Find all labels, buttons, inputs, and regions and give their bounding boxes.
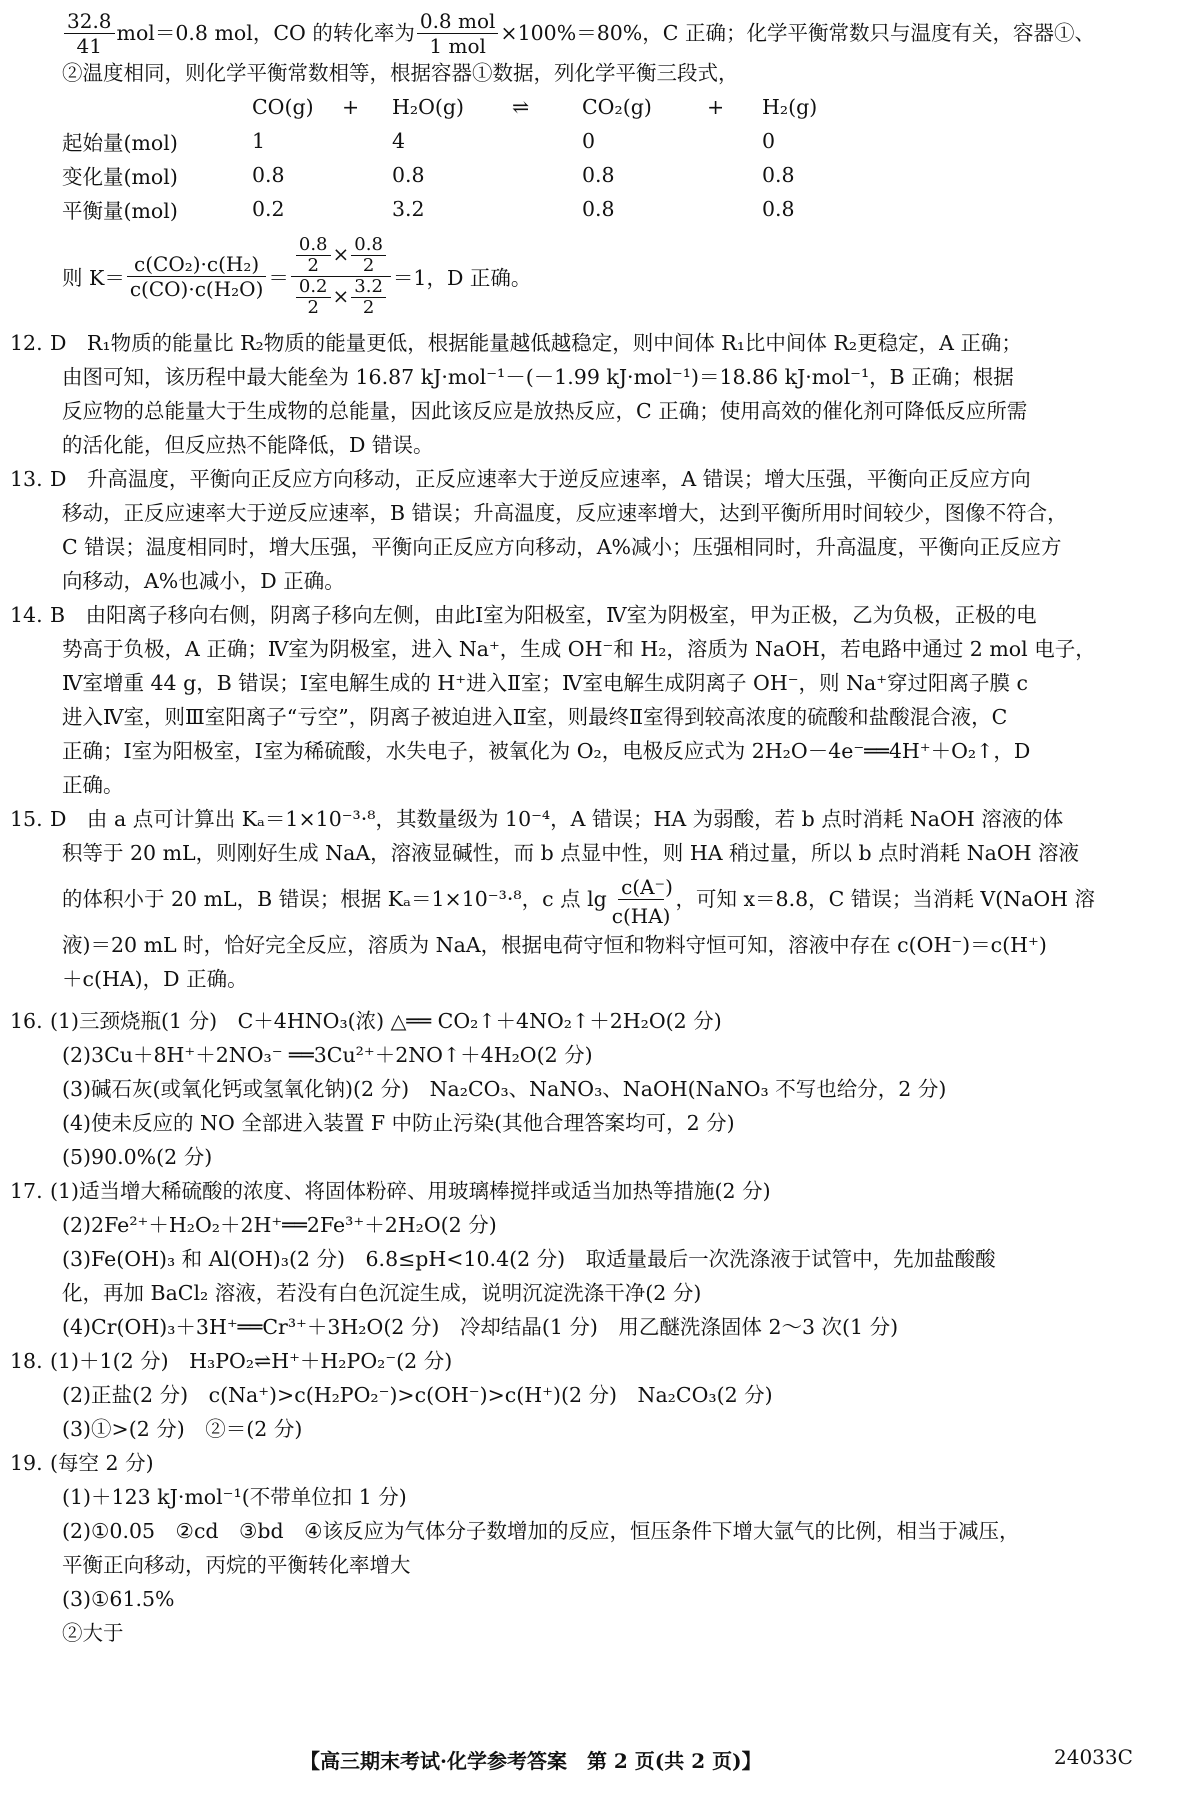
table-row: 变化量(mol) 0.8 0.8 0.8 0.8 [62,163,795,189]
answer-18: 18. (1)＋1(2 分) H₃PO₂⇌H⁺＋H₂PO₂⁻(2 分) (2)正盐(2 分) c(Na⁺)>c(H₂PO₂⁻)>c(OH⁻)>c(H⁺)(2 分) Na₂CO₃(2 分) (3)①>(2 分) ②＝(2 分) [10,1349,773,1441]
top-line-1: $\frac{32.8}{41}$ mol＝0.8 mol，CO 的转化率为 $\frac{\text{0.8 mol}}{\text{1 mol}}$ ×100%＝80%，C 正确；化学平衡常数只与温度有关，容器①、 [62,10,1172,56]
answer-19: 19. (每空 2 分) (1)＋123 kJ·mol⁻¹(不带单位扣 1 分) (2)①0.05 ②cd ③bd ④该反应为气体分子数增加的反应，恒压条件下增大氩气的比例，相当于减压， 平衡正向移动，丙烷的平衡转化率增大 (3)①61.5% ②大于 [10,1451,1020,1645]
k-expression-line: 则 K＝ $\frac{\text{c(CO₂)·c(H₂)}}{\text{c(CO)·c(H₂O)}}$ ＝ $\frac{0.8}{2}$ × $\frac{0.8}{2}$ $\frac{0.2}{2}$ × $\frac{3.2}{2}$ ＝1，D 正确。 [62,233,532,318]
answer-page [10,8,1172,1650]
fraction: $\frac{\text{0.8 mol}}{\text{1 mol}}$ [417,9,499,58]
answer-13: 13. D 升高温度，平衡向正反应方向移动，正反应速率大于逆反应速率，A 错误；增大压强，平衡向正反应方向 移动，正反应速率大于逆反应速率，B 错误；升高温度，反应速率增大，达到平衡所用时间较少，图像不符合， C 错误；温度相同时，增大压强，平衡向正反应方向移动，A%减小；压强相同时，升高温度，平衡向正反应方 向移动，A%也减小，D 正确。 [10,467,1068,593]
fraction: $\frac{32.8}{41}$ [64,9,115,58]
table-row: 平衡量(mol) 0.2 3.2 0.8 0.8 [62,197,795,223]
footer-code: 24033C [1054,1745,1133,1769]
fraction: $\frac{c(A^-)}{c(HA)}$ [611,875,673,928]
top-line-2: ②温度相同，则化学平衡常数相等，根据容器①数据，列化学平衡三段式， [62,61,739,85]
answer-17: 17. (1)适当增大稀硫酸的浓度、将固体粉碎、用玻璃棒搅拌或适当加热等措施(2 分) (2)2Fe²⁺＋H₂O₂＋2H⁺══2Fe³⁺＋2H₂O(2 分) (3)Fe(OH)₃ 和 Al(OH)₃(2 分) 6.8≤pH<10.4(2 分) 取适量最后一次洗涤液于试管中，先加盐酸酸 化，再加 BaCl₂ 溶液，若没有白色沉淀生成，说明沉淀洗涤干净(2 分) (4)Cr(OH)₃＋3H⁺══Cr³⁺＋3H₂O(2 分) 冷却结晶(1 分) 用乙醚洗涤固体 2～3 次(1 分) [10,1179,996,1339]
table-row: 起始量(mol) 1 4 0 0 [62,129,776,155]
table-header-row: CO(g) + H₂O(g) ⇌ CO₂(g) + H₂(g) [252,95,818,119]
answer-16: 16. (1)三颈烧瓶(1 分) C＋4HNO₃(浓) △══ CO₂↑＋4NO₂↑＋2H₂O(2 分) (2)3Cu＋8H⁺＋2NO₃⁻ ══3Cu²⁺＋2NO↑＋4H₂O(2 分) (3)碱石灰(或氧化钙或氢氧化钠)(2 分) Na₂CO₃、NaNO₃、NaOH(NaNO₃ 不写也给分，2 分) (4)使未反应的 NO 全部进入装置 F 中防止污染(其他合理答案均可，2 分) (5)90.0%(2 分) [10,1009,947,1169]
fraction: $\frac{0.8}{2}$ × $\frac{0.8}{2}$ $\frac{0.2}{2}$ × $\frac{3.2}{2}$ [291,235,391,318]
answer-15: 15. D 由 a 点可计算出 Kₐ＝1×10⁻³·⁸，其数量级为 10⁻⁴，A 错误；HA 为弱酸，若 b 点时消耗 NaOH 溶液的体 积等于 20 mL，则刚好生成 NaA，溶液显碱性，而 b 点显中性，则 HA 稍过量，所以 b 点时消耗 NaOH 溶液 的体积小于 20 mL，B 错误；根据 Kₐ＝1×10⁻³·⁸，c 点 lg $\frac{c(A^-)}{c(HA)}$ ，可知 x＝8.8，C 错误；当消耗 V(NaOH 溶 液)＝20 mL 时，恰好完全反应，溶质为 NaA，根据电荷守恒和物料守恒可知，溶液中存在 c(OH⁻)＝c(H⁺) ＋c(HA)，D 正确。 [10,807,1096,991]
footer-title: 【高三期末考试·化学参考答案 第 2 页(共 2 页)】 [300,1749,762,1773]
answer-12: 12. D R₁物质的能量比 R₂物质的能量更低，根据能量越低越稳定，则中间体 R₁比中间体 R₂更稳定，A 正确； 由图可知，该历程中最大能垒为 16.87 kJ·mol⁻¹－(－1.99 kJ·mol⁻¹)＝18.86 kJ·mol⁻¹，B 正确；根据 反应物的总能量大于生成物的总能量，因此该反应是放热反应，C 正确；使用高效的催化剂可降低反应所需 的活化能，但反应热不能降低，D 错误。 [10,331,1028,457]
fraction: $\frac{\text{c(CO₂)·c(H₂)}}{\text{c(CO)·c(H₂O)}}$ [127,252,267,301]
answer-14: 14. B 由阳离子移向右侧，阴离子移向左侧，由此Ⅰ室为阳极室，Ⅳ室为阴极室，甲为正极，乙为负极，正极的电 势高于负极，A 正确；Ⅳ室为阴极室，进入 Na⁺，生成 OH⁻和 H₂，溶质为 NaOH，若电路中通过 2 mol 电子， Ⅳ室增重 44 g，B 错误；Ⅰ室电解生成的 H⁺进入Ⅱ室；Ⅳ室电解生成阴离子 OH⁻，则 Na⁺穿过阳离子膜 c 进入Ⅳ室，则Ⅲ室阳离子“亏空”，阴离子被迫进入Ⅱ室，则最终Ⅱ室得到较高浓度的硫酸和盐酸混合液，C 正确；Ⅰ室为阳极室，Ⅰ室为稀硫酸，水失电子，被氧化为 O₂，电极反应式为 2H₂O－4e⁻══4H⁺＋O₂↑，D 正确。 [10,603,1096,797]
equilibrium-table [62,90,852,226]
